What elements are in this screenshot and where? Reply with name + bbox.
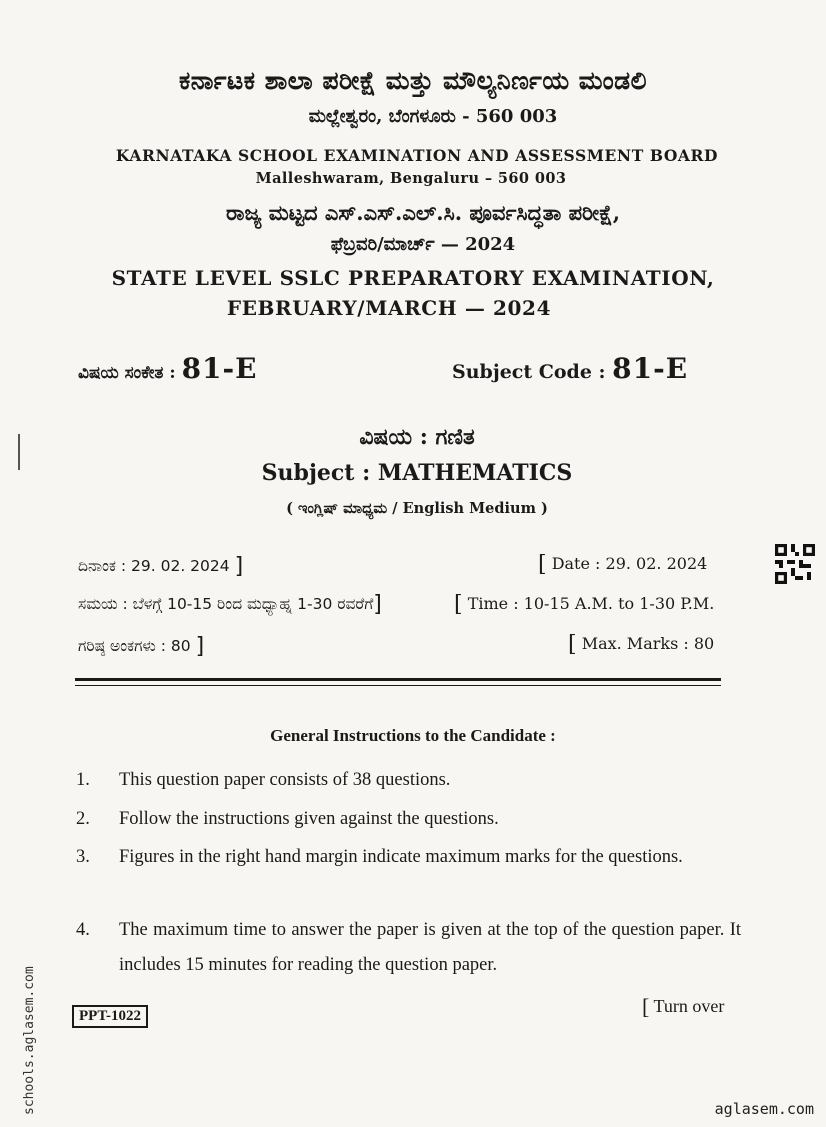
subject-code-label-kannada: ವಿಷಯ ಸಂಕೇತ :	[78, 363, 182, 383]
instruction-text: Follow the instructions given against the questions.	[119, 809, 499, 829]
exam-title-english: STATE LEVEL SSLC PREPARATORY EXAMINATION,	[111, 266, 715, 290]
medium-label: ( ಇಂಗ್ಲಿಷ್ ಮಾಧ್ಯಮ / English Medium )	[286, 500, 548, 517]
date-kannada: ದಿನಾಂಕ : 29. 02. 2024 ]	[78, 554, 244, 579]
marks-english: [ Max. Marks : 80	[568, 632, 715, 657]
qr-code-icon	[775, 544, 815, 584]
instruction-item	[76, 840, 741, 875]
instruction-text: Figures in the right hand margin indicate maximum marks for the questions.	[119, 847, 683, 867]
instruction-text: The maximum time to answer the paper is given at the top of the question paper. It includes 15 minutes for reading the question paper.	[119, 920, 741, 975]
margin-mark	[18, 434, 20, 470]
paper-code-box: PPT-1022	[72, 1005, 148, 1028]
subject-code-label-english: Subject Code :	[452, 361, 613, 383]
subject-code-value-english: 81-E	[612, 352, 689, 385]
site-watermark: aglasem.com	[714, 1100, 814, 1118]
instruction-item	[76, 802, 741, 837]
instruction-number: 3.	[76, 847, 90, 867]
side-watermark: schools.aglasem.com	[22, 966, 37, 1115]
subject-english: Subject : MATHEMATICS	[261, 460, 573, 486]
board-address-english: Malleshwaram, Bengaluru – 560 003	[255, 170, 567, 187]
divider-thick	[75, 678, 721, 681]
subject-code-value-kannada: 81-E	[181, 352, 258, 385]
marks-kannada: ಗರಿಷ್ಠ ಅಂಕಗಳು : 80 ]	[78, 634, 205, 659]
exam-title-kannada: ರಾಜ್ಯ ಮಟ್ಟದ ಎಸ್.ಎಸ್.ಎಲ್.ಸಿ. ಪೂರ್ವಸಿದ್ಧತಾ ಪರೀಕ್ಷೆ,	[225, 200, 621, 225]
instructions-title: General Instructions to the Candidate :	[270, 726, 556, 745]
instruction-text: This question paper consists of 38 questions.	[119, 770, 451, 790]
instruction-number: 2.	[76, 809, 90, 829]
subject-code-english	[452, 352, 688, 385]
instruction-item	[76, 763, 741, 798]
subject-kannada: ವಿಷಯ : ಗಣಿತ	[359, 424, 475, 450]
board-address-kannada: ಮಲ್ಲೇಶ್ವರಂ, ಬೆಂಗಳೂರು - 560 003	[308, 106, 558, 127]
exam-month-english: FEBRUARY/MARCH — 2024	[226, 296, 552, 320]
board-name-english: KARNATAKA SCHOOL EXAMINATION AND ASSESSMENT BOARD	[115, 146, 719, 165]
exam-month-kannada: ಫೆಬ್ರವರಿ/ಮಾರ್ಚ್ — 2024	[330, 234, 516, 255]
date-english: [ Date : 29. 02. 2024	[538, 552, 708, 577]
time-english: [ Time : 10-15 A.M. to 1-30 P.M.	[454, 592, 715, 617]
time-kannada: ಸಮಯ : ಬೆಳಗ್ಗೆ 10-15 ರಿಂದ ಮಧ್ಯಾಹ್ನ 1-30 ರವರೆಗೆ]	[78, 592, 382, 617]
instruction-item	[76, 913, 741, 983]
instruction-number: 1.	[76, 770, 90, 790]
turn-over-label: [ Turn over	[642, 994, 725, 1019]
subject-code-kannada	[78, 352, 258, 385]
instruction-number: 4.	[76, 920, 90, 940]
divider-thin	[75, 685, 721, 686]
board-name-kannada: ಕರ್ನಾಟಕ ಶಾಲಾ ಪರೀಕ್ಷೆ ಮತ್ತು ಮೌಲ್ಯನಿರ್ಣಯ ಮಂಡಲಿ	[179, 66, 647, 95]
